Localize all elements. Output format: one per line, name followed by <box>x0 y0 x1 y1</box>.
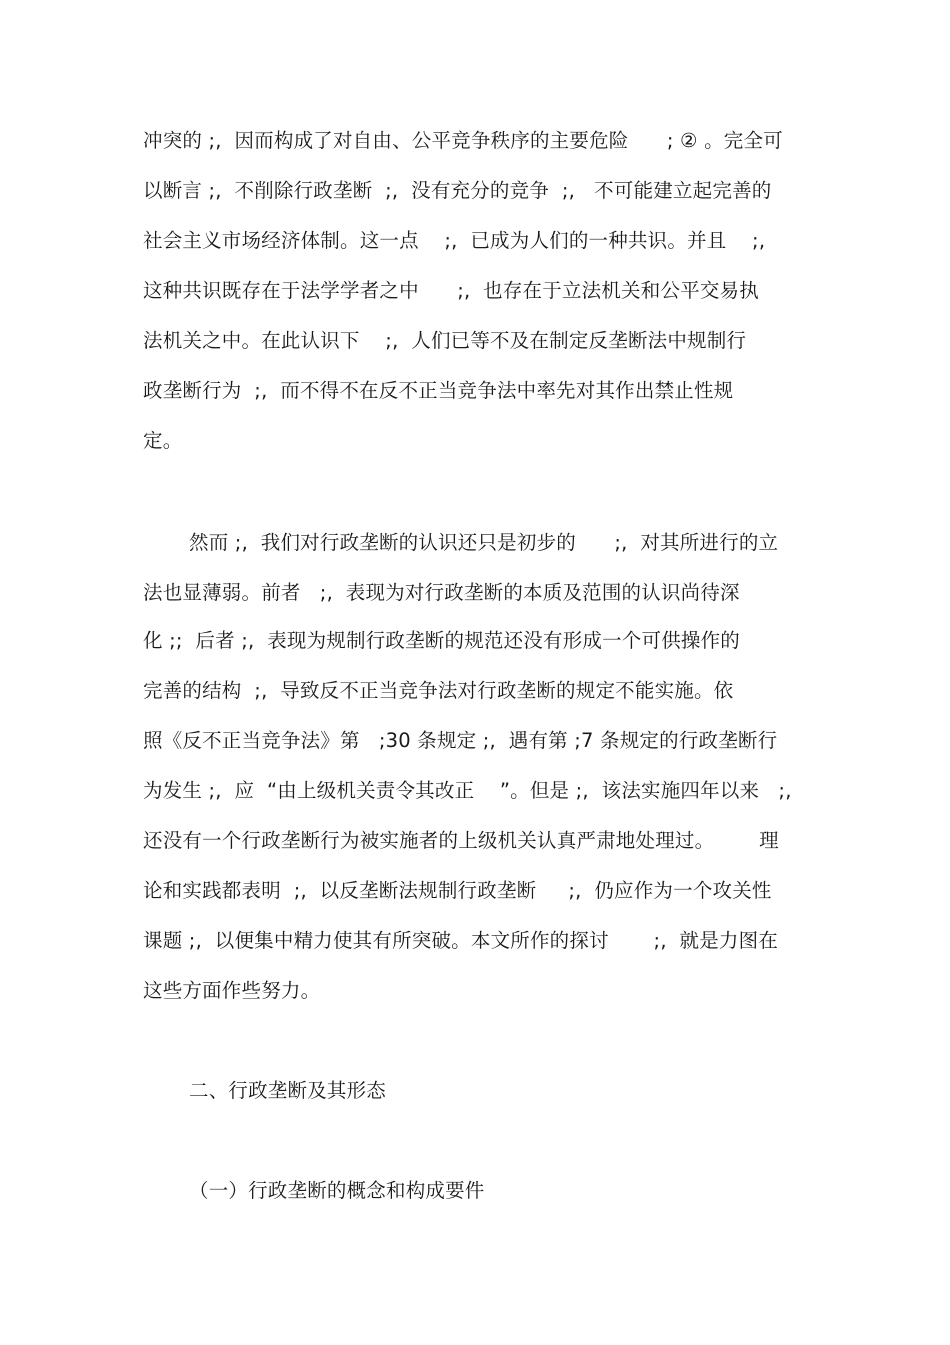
paragraph-line: 为发生 ;, 应 “由上级机关责令其改正 ”。但是 ;, 该法实施四年以来 ;, <box>143 779 792 802</box>
paragraph-line: 法也显薄弱。前者 ;, 表现为对行政垄断的本质及范围的认识尚待深 <box>143 581 740 604</box>
paragraph-line: 以断言 ;, 不削除行政垄断 ;, 没有充分的竞争 ;, 不可能建立起完善的 <box>143 179 772 202</box>
paragraph-line: 然而 ;, 我们对行政垄断的认识还只是初步的 ;, 对其所进行的立 <box>189 531 779 554</box>
paragraph-line: 论和实践都表明 ;, 以反垄断法规制行政垄断 ;, 仍应作为一个攻关性 <box>143 879 772 902</box>
paragraph-line: 这种共识既存在于法学学者之中 ;, 也存在于立法机关和公平交易执 <box>143 279 759 302</box>
paragraph-line: 这些方面作些努力。 <box>143 979 321 1002</box>
paragraph-line: 照《反不正当竞争法》第 ;30 条规定 ;, 遇有第 ;7 条规定的行政垄断行 <box>143 729 778 752</box>
paragraph-line: 社会主义市场经济体制。这一点 ;, 已成为人们的一种共识。并且 ;, <box>143 229 766 252</box>
subsection-heading: （一）行政垄断的概念和构成要件 <box>189 1179 485 1202</box>
paragraph-line: 冲突的 ;, 因而构成了对自由、公平竞争秩序的主要危险 ; ② 。完全可 <box>143 129 783 152</box>
paragraph-line: 化 ;; 后者 ;, 表现为规制行政垄断的规范还没有形成一个可供操作的 <box>143 629 740 652</box>
paragraph-line: 政垄断行为 ;, 而不得不在反不正当竞争法中率先对其作出禁止性规 <box>143 379 734 402</box>
section-heading: 二、行政垄断及其形态 <box>189 1079 387 1102</box>
paragraph-line: 法机关之中。在此认识下 ;, 人们已等不及在制定反垄断法中规制行 <box>143 329 747 352</box>
paragraph-line: 课题 ;, 以便集中精力使其有所突破。本文所作的探讨 ;, 就是力图在 <box>143 929 779 952</box>
paragraph-line: 还没有一个行政垄断行为被实施者的上级机关认真严肃地处理过。 理 <box>143 829 779 852</box>
paragraph-line: 定。 <box>143 429 183 452</box>
paragraph-line: 完善的结构 ;, 导致反不正当竞争法对行政垄断的规定不能实施。依 <box>143 679 734 702</box>
